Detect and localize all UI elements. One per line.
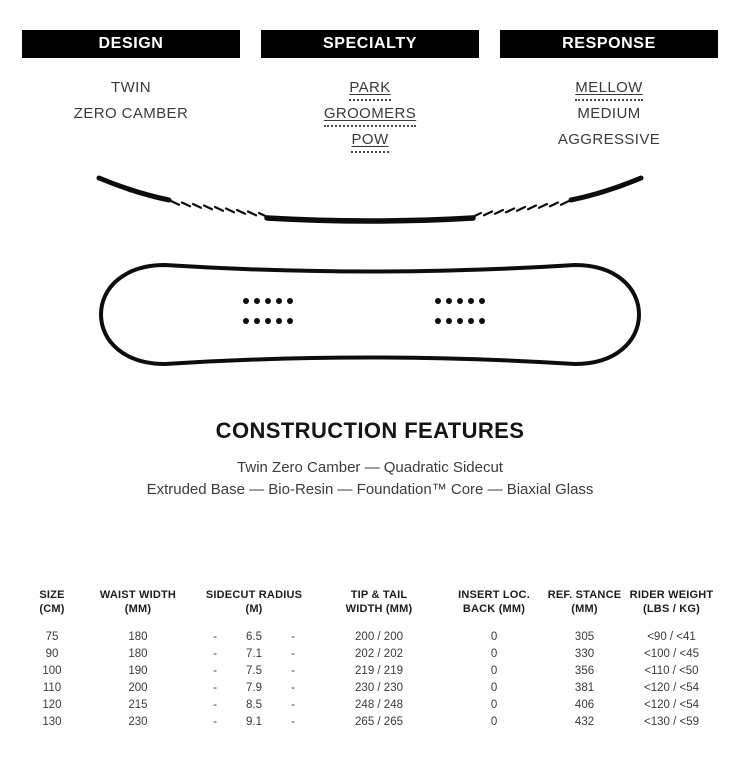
tip-tail-cell: 230 / 230: [355, 682, 403, 694]
design-item-label: TWIN: [111, 79, 151, 96]
waist-cell: 180: [128, 631, 148, 643]
tip-tail-cell: 219 / 219: [355, 665, 403, 677]
size-cell: 100: [42, 665, 62, 677]
size-cell: 110: [42, 682, 62, 694]
weight-cell: <110 / <50: [644, 665, 699, 677]
dash-cell: -: [213, 699, 217, 711]
radius-cell: 7.9: [245, 682, 262, 694]
weight-cell: <120 / <54: [644, 682, 700, 694]
waist-cell: 200: [128, 682, 148, 694]
specialty-items: [261, 75, 479, 153]
stance-cell: 305: [574, 631, 595, 643]
specialty-item-label: POW: [351, 130, 388, 153]
response-item-label: AGGRESSIVE: [557, 131, 661, 148]
weight-cell: <120 / <54: [644, 699, 700, 711]
camber-right-tip: [571, 178, 641, 200]
dash-cell: -: [291, 682, 295, 694]
insert-cell: 0: [490, 631, 498, 643]
weight-cell: <90 / <41: [647, 631, 696, 643]
col-header-ref-stance: REF. STANCE (MM): [547, 589, 622, 615]
tip-tail-cell: 202 / 202: [355, 648, 403, 660]
camber-left-hatch: [171, 201, 267, 217]
waist-cell: 215: [128, 699, 148, 711]
stance-cell: 406: [574, 699, 595, 711]
col-header-rider-weight: RIDER WEIGHT (LBS / KG): [629, 589, 714, 615]
dash-cell: -: [291, 699, 295, 711]
radius-cell: 7.5: [245, 665, 262, 677]
radius-cell: 6.5: [245, 631, 262, 643]
dash-cell: -: [291, 648, 295, 660]
response-item: [500, 101, 718, 127]
col-header-sidecut-radius: SIDECUT RADIUS (M): [205, 589, 303, 615]
dash-cell: -: [291, 665, 295, 677]
insert-cell: 0: [490, 665, 498, 677]
col-header-size: SIZE (CM): [39, 589, 65, 615]
dash-cell: -: [213, 648, 217, 660]
col-header-insert-loc: INSERT LOC. BACK (MM): [458, 589, 530, 615]
board-topview-section: [0, 257, 740, 372]
insert-cell: 0: [490, 648, 498, 660]
camber-flat-center: [267, 218, 473, 221]
design-column: [22, 30, 240, 153]
specialty-header-bar: SPECIALTY: [261, 30, 479, 58]
stance-cell: 356: [574, 665, 595, 677]
insert-cell: 0: [490, 716, 498, 728]
size-cell: 130: [42, 716, 62, 728]
radius-cell: 8.5: [245, 699, 262, 711]
design-item-label: ZERO CAMBER: [73, 105, 189, 122]
dash-cell: -: [291, 716, 295, 728]
spec-header-row: [24, 589, 716, 629]
insert-cell: 0: [490, 682, 498, 694]
col-header-tip-tail-width: TIP & TAIL WIDTH (MM): [345, 589, 413, 615]
waist-cell: 230: [128, 716, 148, 728]
tip-tail-cell: 265 / 265: [355, 716, 403, 728]
response-items: [500, 75, 718, 153]
dash-cell: -: [213, 665, 217, 677]
stance-cell: 381: [574, 682, 595, 694]
spec-row: [24, 629, 716, 646]
spec-row: [24, 697, 716, 714]
col-header-waist-width: WAIST WIDTH (MM): [99, 589, 177, 615]
attribute-columns: [0, 30, 740, 153]
design-item: [22, 101, 240, 127]
tip-tail-cell: 248 / 248: [355, 699, 403, 711]
camber-right-hatch: [473, 201, 569, 217]
stance-cell: 432: [574, 716, 595, 728]
design-items: [22, 75, 240, 127]
design-header-bar: DESIGN: [22, 30, 240, 58]
specialty-item-label: GROOMERS: [324, 104, 416, 127]
size-cell: 90: [45, 648, 59, 660]
board-topview-graphic: [95, 257, 645, 372]
camber-profile-section: [0, 170, 740, 230]
weight-cell: <100 / <45: [644, 648, 700, 660]
dash-cell: -: [213, 631, 217, 643]
radius-cell: 7.1: [245, 648, 262, 660]
radius-cell: 9.1: [245, 716, 262, 728]
size-cell: 75: [45, 631, 59, 643]
spec-row: [24, 680, 716, 697]
tip-tail-cell: 200 / 200: [355, 631, 403, 643]
dash-cell: -: [291, 631, 295, 643]
insert-cell: 0: [490, 699, 498, 711]
dash-cell: -: [213, 716, 217, 728]
weight-cell: <130 / <59: [644, 716, 700, 728]
response-column: [500, 30, 718, 153]
snowboard-spec-sheet: [0, 30, 740, 770]
camber-profile-graphic: [95, 170, 645, 230]
dash-cell: -: [213, 682, 217, 694]
response-item-label: MEDIUM: [577, 105, 641, 122]
specialty-item: [261, 101, 479, 127]
specialty-column: [261, 30, 479, 153]
spec-row: [24, 663, 716, 680]
specialty-item-label: PARK: [349, 78, 390, 101]
response-item: [500, 75, 718, 101]
board-outline: [101, 265, 639, 364]
size-spec-table: [24, 589, 716, 731]
stance-cell: 330: [574, 648, 595, 660]
design-item: [22, 75, 240, 101]
camber-left-tip: [99, 178, 169, 200]
waist-cell: 190: [128, 665, 148, 677]
response-item-label: MELLOW: [575, 78, 642, 101]
response-item: [500, 127, 718, 153]
spec-row: [24, 646, 716, 663]
construction-feature-line: Extruded Base — Bio-Resin — Foundation™ Core — Biaxial Glass: [146, 481, 594, 498]
specialty-item: [261, 127, 479, 153]
construction-features-title: CONSTRUCTION FEATURES: [215, 418, 525, 443]
response-header-bar: RESPONSE: [500, 30, 718, 58]
construction-features-lines: [0, 457, 740, 501]
construction-feature-line: Twin Zero Camber — Quadratic Sidecut: [237, 459, 503, 476]
size-cell: 120: [42, 699, 62, 711]
spec-row: [24, 714, 716, 731]
specialty-item: [261, 75, 479, 101]
waist-cell: 180: [128, 648, 148, 660]
